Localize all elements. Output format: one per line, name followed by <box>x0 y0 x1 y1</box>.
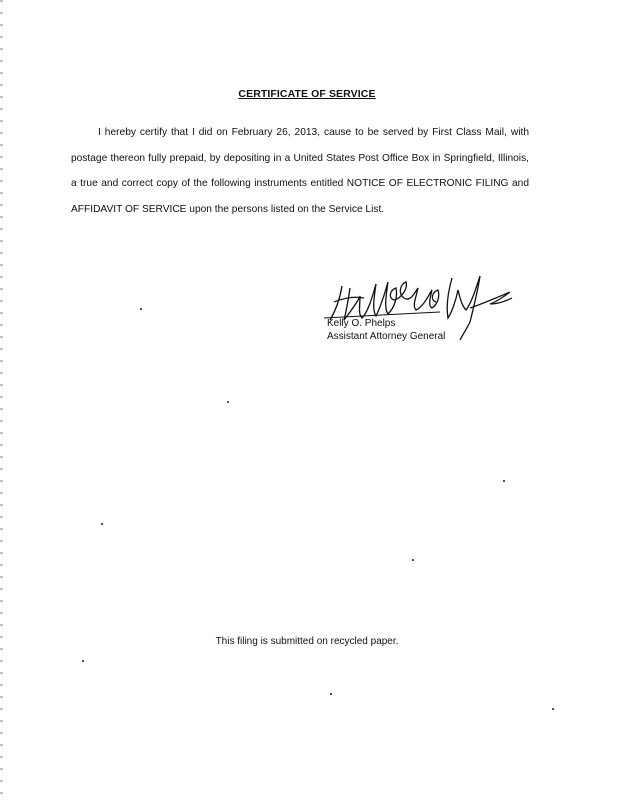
scan-speck <box>552 708 554 710</box>
scan-speck <box>227 401 229 403</box>
signer-name: Kelly O. Phelps <box>327 318 396 329</box>
recycled-paper-note: This filing is submitted on recycled paper. <box>215 636 399 647</box>
scan-edge <box>0 0 3 800</box>
signer-title: Assistant Attorney General <box>327 331 446 342</box>
handwritten-signature <box>320 268 520 340</box>
scan-speck <box>101 523 103 525</box>
certificate-title: CERTIFICATE OF SERVICE <box>238 88 376 100</box>
scan-speck <box>412 559 414 561</box>
signature-block <box>318 268 528 348</box>
scan-speck <box>330 693 332 695</box>
scan-speck <box>82 660 84 662</box>
scan-speck <box>140 308 142 310</box>
certification-paragraph: I hereby certify that I did on February 26, 2013, cause to be served by First Class Mail, with postage thereon fully prepaid, by depositing in a United States Post Office Box in Springfield, Illinois, a true and correct copy of the following instruments entitled NOTICE OF ELECTRONIC FILING and AFFIDAVIT OF SERVICE upon the persons listed on the Service List. <box>71 127 529 215</box>
scan-speck <box>503 480 505 482</box>
